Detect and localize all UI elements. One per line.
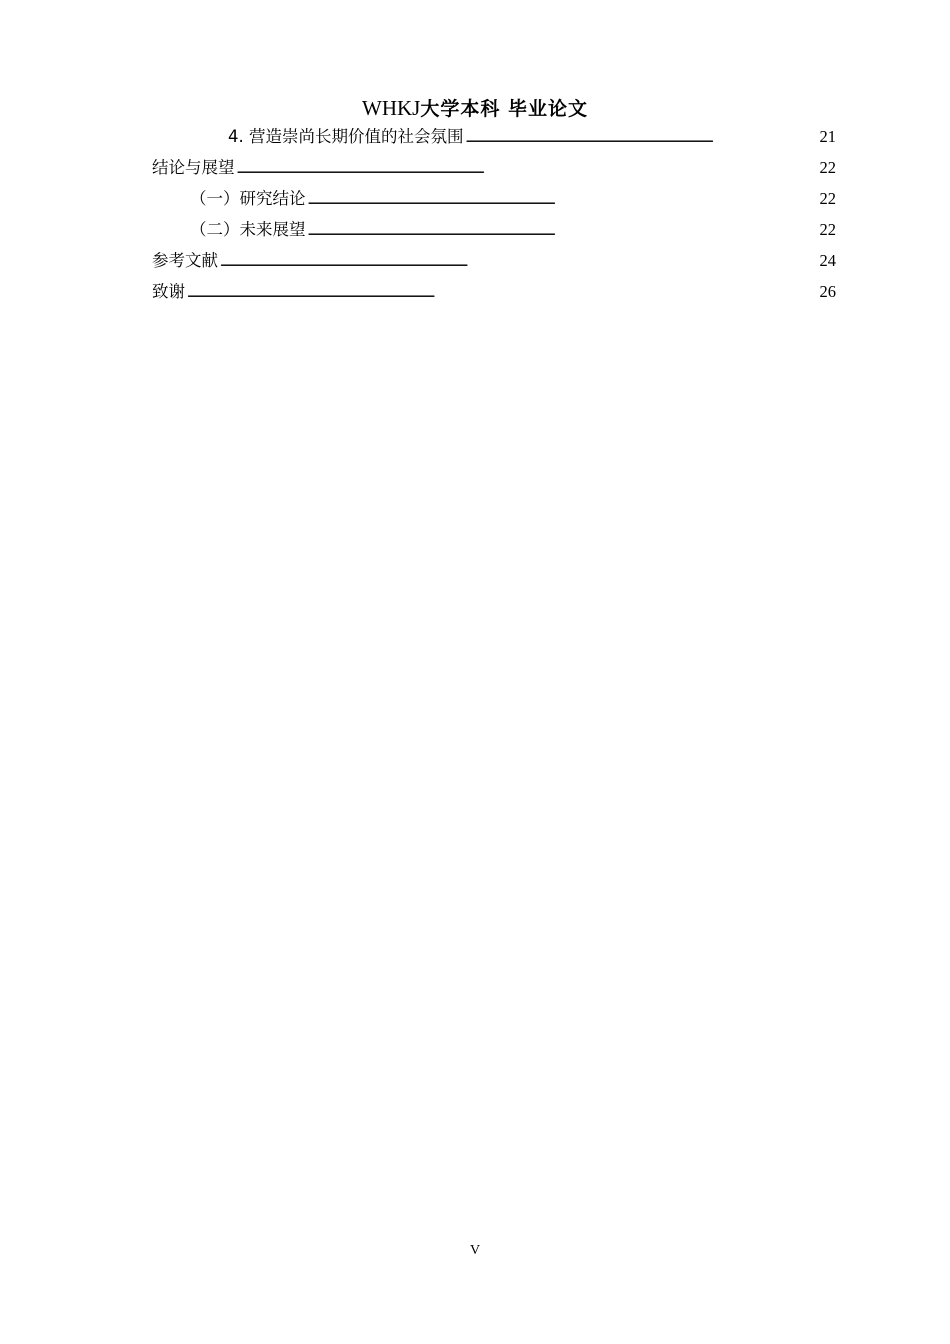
- toc-entry[interactable]: [152, 187, 836, 218]
- toc-entry[interactable]: [152, 125, 836, 156]
- toc-leader-dots: [220, 251, 818, 275]
- header-latin: WHKJ: [362, 96, 421, 120]
- toc-entry-label: 参考文献: [152, 251, 218, 270]
- toc-entry-label: （二）未来展望: [190, 220, 306, 239]
- toc-leader-dots: [308, 189, 818, 213]
- toc-entry[interactable]: [152, 249, 836, 280]
- page-header: [0, 96, 950, 121]
- toc-entry-page: 24: [819, 251, 836, 270]
- toc-leader-dots: [308, 220, 818, 244]
- toc-entry-label: 结论与展望: [152, 158, 235, 177]
- toc-entry-page: 22: [819, 189, 836, 208]
- toc-entry-page: 22: [819, 158, 836, 177]
- table-of-contents: [152, 125, 836, 311]
- toc-entry-page: 21: [819, 127, 836, 146]
- page-number: V: [469, 1243, 481, 1258]
- toc-leader-dots: [466, 127, 818, 151]
- toc-leader-dots: [237, 158, 818, 182]
- toc-entry-label: 4. 营造崇尚长期价值的社会氛围: [228, 127, 464, 146]
- toc-entry-page: 22: [819, 220, 836, 239]
- toc-entry-page: 26: [819, 282, 836, 301]
- toc-entry-label: （一）研究结论: [190, 189, 306, 208]
- toc-entry[interactable]: [152, 280, 836, 311]
- toc-entry[interactable]: [152, 218, 836, 249]
- toc-entry[interactable]: [152, 156, 836, 187]
- toc-entry-label: 致谢: [152, 282, 185, 301]
- header-title: 大学本科 毕业论文: [420, 98, 588, 120]
- toc-leader-dots: [187, 282, 818, 306]
